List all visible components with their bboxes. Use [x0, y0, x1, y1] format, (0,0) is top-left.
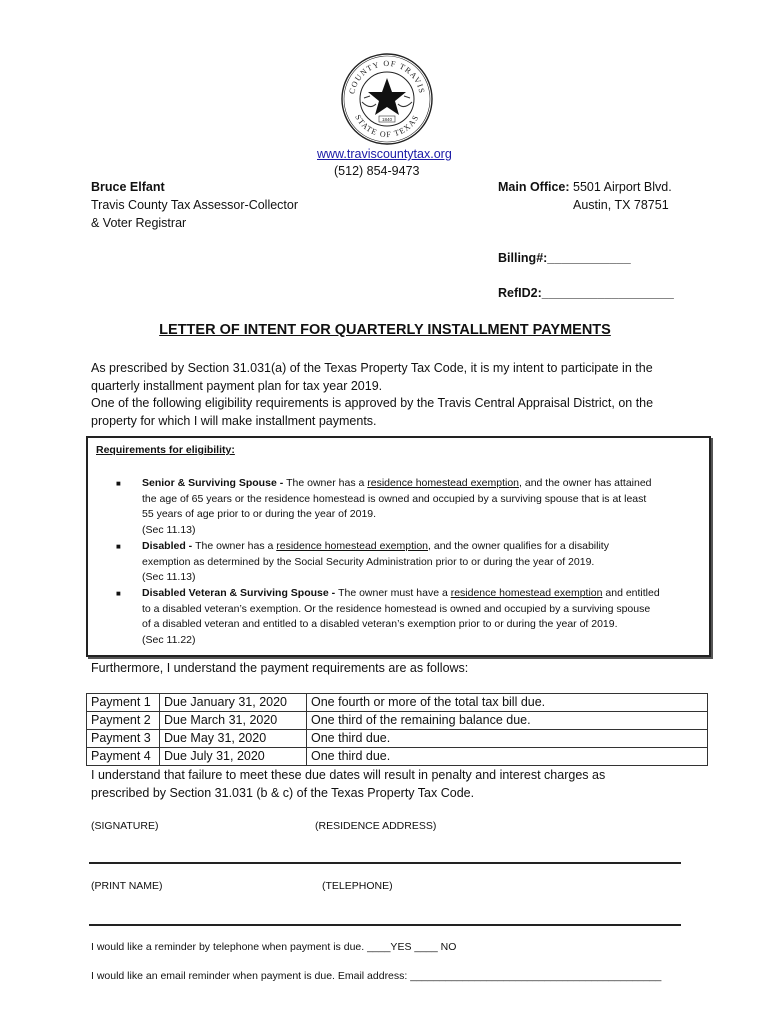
homestead-link[interactable]: residence homestead exemption — [450, 586, 603, 599]
understand-paragraph — [91, 767, 691, 802]
requirement-section: (Sec 11.13) — [142, 571, 196, 584]
requirement-name: Senior & Surviving Spouse - — [142, 477, 287, 489]
table-row — [87, 748, 708, 766]
understand-line-1: I understand that failure to meet these due dates will result in penalty and interest charges as — [91, 768, 606, 782]
bullet-icon: ■ — [116, 479, 121, 488]
website-link[interactable]: www.traviscountytax.org — [317, 147, 452, 161]
billing-field[interactable]: Billing#:____________ — [498, 251, 631, 265]
understand-line-2: prescribed by Section 31.031 (b & c) of the Texas Property Tax Code. — [91, 785, 475, 800]
intro-line-1: As prescribed by Section 31.031(a) of the Texas Property Tax Code, it is my intent to participate in the — [91, 361, 653, 375]
seal-year: 1840 — [381, 117, 393, 122]
payment-label: Payment 4 — [87, 748, 160, 766]
requirements-title: Requirements for eligibility: — [96, 444, 235, 456]
payment-desc: One fourth or more of the total tax bill due. — [307, 694, 708, 712]
payment-desc: One third due. — [307, 748, 708, 766]
requirement-section: (Sec 11.22) — [142, 634, 196, 647]
main-office-label: Main Office: — [498, 180, 570, 194]
telephone-label: (TELEPHONE) — [322, 880, 393, 892]
seal-top-text: COUNTY OF TRAVIS — [347, 58, 427, 95]
table-row — [87, 730, 708, 748]
homestead-link[interactable]: residence homestead exemption — [367, 477, 520, 489]
requirement-text: 55 years of age prior to or during the year of 2019. — [142, 508, 377, 521]
requirement-text: to a disabled veteran’s exemption. Or the residence homestead is owned and occupied by a surviving spouse — [142, 602, 651, 615]
refid-field[interactable]: RefID2:___________________ — [498, 286, 674, 300]
city-state-zip: Austin, TX 78751 — [573, 198, 669, 212]
payment-desc: One third due. — [307, 730, 708, 748]
requirement-text: The owner has a — [286, 477, 368, 489]
payment-due: Due March 31, 2020 — [160, 712, 307, 730]
travis-county-seal — [340, 52, 434, 146]
requirement-text: the age of 65 years or the residence homestead is owned and occupied by a surviving spouse that is at least — [142, 492, 647, 505]
phone-number: (512) 854-9473 — [334, 164, 420, 178]
payment-label: Payment 3 — [87, 730, 160, 748]
requirement-text: , and the owner qualifies for a disability — [428, 539, 609, 552]
intro-line-4: property for which I will make installment payments. — [91, 413, 377, 428]
requirement-name: Disabled - — [142, 539, 196, 552]
signature-line[interactable] — [89, 862, 681, 864]
requirement-text: , and the owner has attained — [519, 477, 652, 489]
email-reminder-option — [91, 970, 661, 982]
bullet-icon: ■ — [116, 588, 121, 598]
payment-due: Due January 31, 2020 — [160, 694, 307, 712]
requirement-name: Disabled Veteran & Surviving Spouse - — [142, 586, 339, 599]
table-row — [87, 712, 708, 730]
residence-address-label: (RESIDENCE ADDRESS) — [315, 820, 437, 832]
payment-due: Due July 31, 2020 — [160, 748, 307, 766]
official-title: Travis County Tax Assessor-Collector — [91, 198, 299, 212]
requirement-text: of a disabled veteran and entitled to a disabled veteran’s exemption prior to or during the year of 2019. — [142, 618, 618, 631]
table-row — [87, 694, 708, 712]
requirement-section: (Sec 11.13) — [142, 524, 196, 537]
payment-label: Payment 1 — [87, 694, 160, 712]
payment-label: Payment 2 — [87, 712, 160, 730]
payment-due: Due May 31, 2020 — [160, 730, 307, 748]
seal-bottom-text: STATE OF TEXAS — [353, 113, 421, 140]
requirement-senior — [114, 476, 698, 539]
payment-desc: One third of the remaining balance due. — [307, 712, 708, 730]
email-address-field[interactable]: ___________________________________________ — [410, 970, 662, 982]
bullet-icon: ■ — [116, 541, 121, 551]
requirement-text: The owner must have a — [338, 586, 451, 599]
furthermore-text: Furthermore, I understand the payment requirements are as follows: — [91, 661, 469, 675]
page-title: LETTER OF INTENT FOR QUARTERLY INSTALLMENT PAYMENTS — [159, 322, 611, 338]
signature-label: (SIGNATURE) — [91, 820, 159, 832]
intro-line-2: quarterly installment payment plan for tax year 2019. — [91, 378, 383, 393]
official-name: Bruce Elfant — [91, 180, 165, 194]
print-name-label: (PRINT NAME) — [91, 880, 163, 892]
payment-table — [86, 693, 708, 766]
email-reminder-text: I would like an email reminder when payment is due. Email address: — [91, 970, 411, 982]
intro-line-3: One of the following eligibility requirements is approved by the Travis Central Appraisal District, on the — [91, 396, 654, 410]
homestead-link[interactable]: residence homestead exemption — [276, 539, 429, 552]
requirement-disabled-veteran — [114, 586, 698, 649]
requirement-text: The owner has a — [195, 539, 277, 552]
requirement-text: and entitled — [602, 586, 660, 599]
requirement-text: exemption as determined by the Social Security Administration prior to or during the year of 2019. — [142, 555, 595, 568]
print-name-line[interactable] — [89, 924, 681, 926]
requirements-list — [114, 476, 698, 649]
phone-reminder-option[interactable]: I would like a reminder by telephone when payment is due. ____YES ____ NO — [91, 941, 457, 953]
main-office-address: 5501 Airport Blvd. — [573, 180, 672, 194]
official-title-2: & Voter Registrar — [91, 216, 187, 230]
star-icon — [368, 78, 406, 115]
intro-paragraph — [91, 360, 691, 430]
main-office — [498, 180, 672, 194]
requirement-disabled — [114, 539, 698, 586]
